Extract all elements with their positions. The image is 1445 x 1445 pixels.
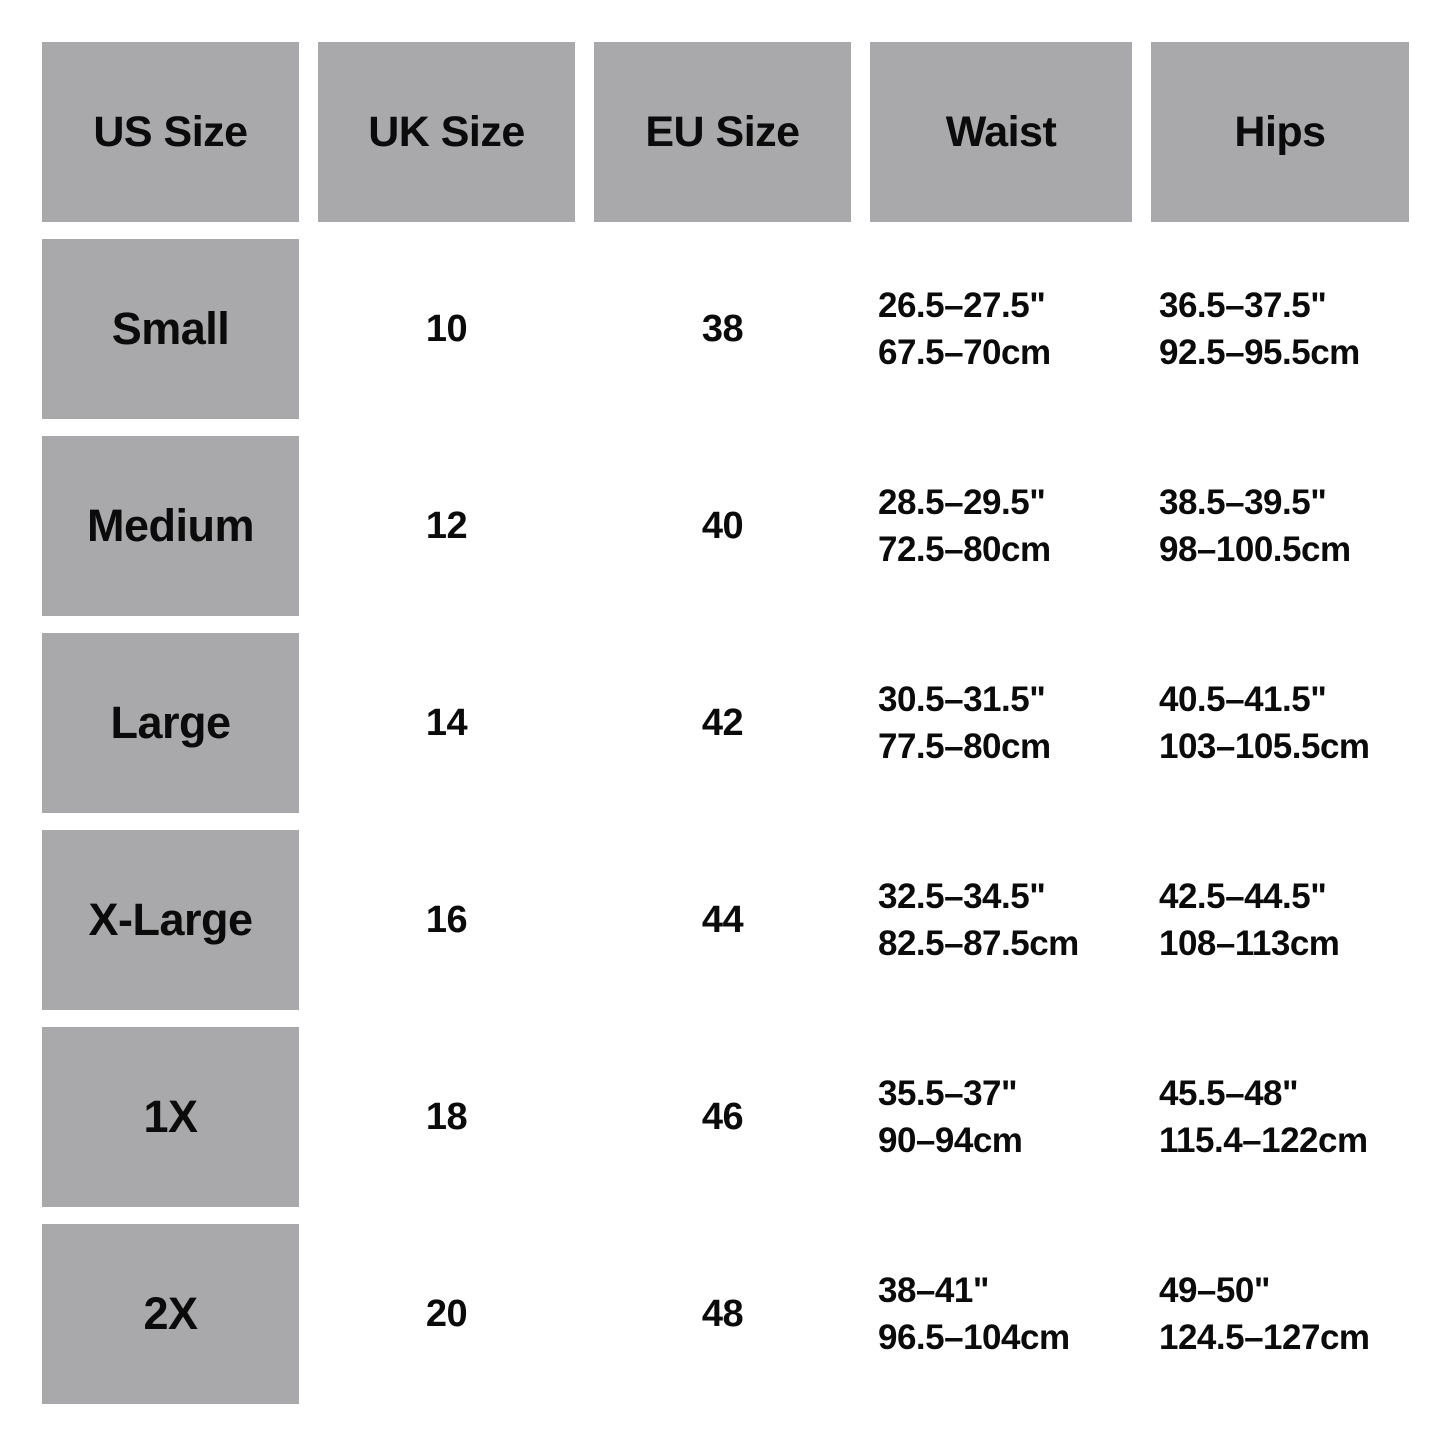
row-small-waist-value [870,239,1132,419]
row-small-label: Small [42,239,299,419]
waist-inches: 38–41" [878,1271,989,1310]
hips-cm: 115.4–122cm [1159,1121,1368,1160]
row-small-eu-value: 38 [594,239,851,419]
hips-inches: 42.5–44.5" [1159,877,1327,916]
row-1x-hips-value [1151,1027,1409,1207]
row-1x-waist-value [870,1027,1132,1207]
waist-inches: 32.5–34.5" [878,877,1046,916]
hips-cm: 98–100.5cm [1159,530,1351,569]
row-large-waist-value [870,633,1132,813]
row-xlarge-waist-value [870,830,1132,1010]
header-cell-hips: Hips [1151,42,1409,222]
row-xlarge-uk-value: 16 [318,830,575,1010]
row-2x-uk-value: 20 [318,1224,575,1404]
hips-inches: 36.5–37.5" [1159,286,1327,325]
row-large-hips-value [1151,633,1409,813]
hips-cm: 124.5–127cm [1159,1318,1370,1357]
hips-cm: 108–113cm [1159,924,1340,963]
hips-inches: 49–50" [1159,1271,1270,1310]
waist-inches: 35.5–37" [878,1074,1018,1113]
row-xlarge-hips-value [1151,830,1409,1010]
waist-inches: 30.5–31.5" [878,680,1046,719]
row-1x-eu-value: 46 [594,1027,851,1207]
header-cell-us-size: US Size [42,42,299,222]
header-cell-uk-size: UK Size [318,42,575,222]
row-large-eu-value: 42 [594,633,851,813]
row-small-uk-value: 10 [318,239,575,419]
row-large-uk-value: 14 [318,633,575,813]
waist-cm: 72.5–80cm [878,530,1051,569]
waist-cm: 90–94cm [878,1121,1023,1160]
hips-inches: 45.5–48" [1159,1074,1299,1113]
row-small-hips-value [1151,239,1409,419]
row-large-label: Large [42,633,299,813]
row-medium-uk-value: 12 [318,436,575,616]
row-1x-label: 1X [42,1027,299,1207]
row-medium-label: Medium [42,436,299,616]
row-medium-waist-value [870,436,1132,616]
row-medium-hips-value [1151,436,1409,616]
row-xlarge-eu-value: 44 [594,830,851,1010]
row-2x-eu-value: 48 [594,1224,851,1404]
row-2x-label: 2X [42,1224,299,1404]
waist-cm: 77.5–80cm [878,727,1051,766]
header-cell-waist: Waist [870,42,1132,222]
hips-inches: 38.5–39.5" [1159,483,1327,522]
waist-cm: 96.5–104cm [878,1318,1070,1357]
row-1x-uk-value: 18 [318,1027,575,1207]
hips-cm: 103–105.5cm [1159,727,1370,766]
row-medium-eu-value: 40 [594,436,851,616]
row-xlarge-label: X-Large [42,830,299,1010]
size-chart-table [42,42,1409,1404]
header-cell-eu-size: EU Size [594,42,851,222]
waist-cm: 67.5–70cm [878,333,1051,372]
waist-inches: 26.5–27.5" [878,286,1046,325]
waist-cm: 82.5–87.5cm [878,924,1079,963]
hips-inches: 40.5–41.5" [1159,680,1327,719]
row-2x-hips-value [1151,1224,1409,1404]
waist-inches: 28.5–29.5" [878,483,1046,522]
hips-cm: 92.5–95.5cm [1159,333,1360,372]
row-2x-waist-value [870,1224,1132,1404]
